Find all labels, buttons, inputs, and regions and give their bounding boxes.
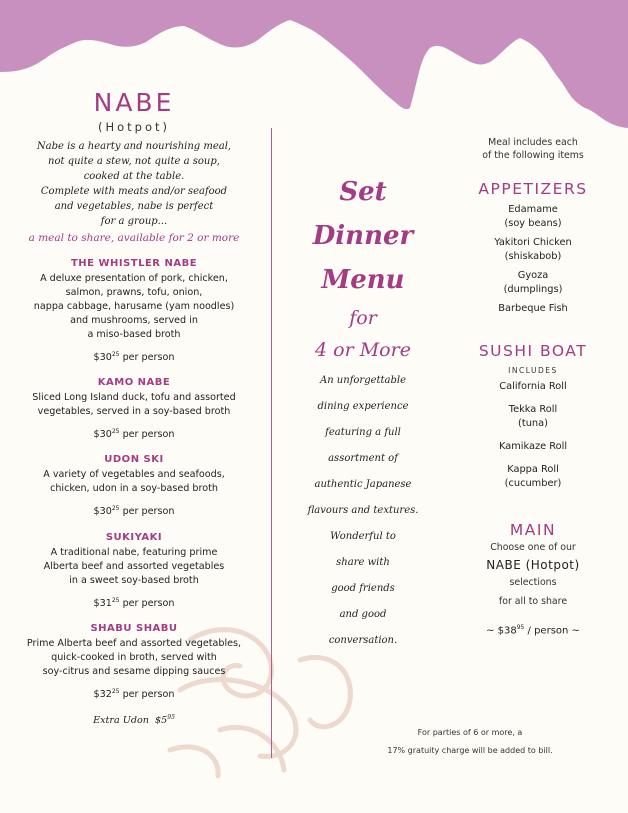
intro-line: for a group... (100, 216, 168, 227)
dish-price: $\$31^{25}$ per person (93, 596, 175, 609)
dish-whistler-nabe (14, 258, 254, 363)
dish-name: SHABU SHABU (90, 622, 178, 634)
tagline-line: featuring a full (325, 427, 401, 438)
set-dinner-column (284, 170, 442, 654)
dish-kamo-nabe (14, 377, 254, 440)
dish-description: A deluxe presentation of pork, chicken, salmon, prawns, tofu, onion, nappa cabbage, harusame (yam noodles) and mushrooms, served in a miso-based broth (33, 273, 235, 340)
intro-line: cooked at the table. (83, 171, 185, 182)
main-selections: selections (509, 577, 557, 588)
set-price: ~ $\$38^{95}$ / person ~ (486, 624, 580, 637)
nabe-title: NABE (93, 88, 175, 117)
dish-name: KAMO NABE (97, 377, 171, 389)
tagline-line: assortment of (328, 453, 398, 464)
main-share: for all to share (498, 596, 568, 607)
nabe-column (14, 88, 254, 726)
heading-menu: Menu (321, 265, 405, 295)
gratuity-note (350, 724, 590, 760)
main-title: MAIN (509, 521, 557, 539)
dish-description: A traditional nabe, featuring prime Alberta beef and assorted vegetables in a sweet soy-based broth (43, 546, 225, 586)
dish-shabu-shabu (14, 623, 254, 700)
dish-udon-ski (14, 454, 254, 517)
heading-dinner: Dinner (312, 221, 414, 251)
heading-set: Set (339, 177, 387, 207)
intro-line: and vegetables, nabe is perfect (54, 201, 214, 212)
nabe-subtitle: (Hotpot) (97, 120, 170, 134)
set-items-column (450, 136, 616, 636)
dish-price: $\$32^{25}$ per person (93, 687, 175, 700)
includes-intro-2: of the following items (482, 150, 584, 161)
tagline-line: conversation. (328, 635, 398, 646)
extra-udon: Extra Udon $\$5^{95}$ (93, 713, 175, 727)
gratuity-line: For parties of 6 or more, a (417, 728, 523, 737)
tagline (284, 368, 442, 654)
share-note: a meal to share, available for 2 or more (28, 232, 240, 244)
appetizer-item: Yakitori Chicken (shiskabob) (494, 237, 572, 262)
includes-label: INCLUDES (508, 366, 558, 375)
includes-intro-1: Meal includes each (488, 137, 578, 148)
dish-description: Sliced Long Island duck, tofu and assorted vegetables, served in a soy-based broth (32, 392, 236, 418)
dish-price: $\$30^{25}$ per person (93, 428, 175, 441)
appetizer-item: Edamame (soy beans) (504, 204, 562, 229)
main-nabe: NABE (Hotpot) (486, 558, 580, 572)
intro-line: Nabe is a hearty and nourishing meal, (36, 141, 232, 152)
heading-for: for (349, 307, 377, 329)
intro-line: not quite a stew, not quite a soup, (48, 156, 220, 167)
tagline-line: authentic Japanese (314, 479, 412, 490)
dish-price: $\$30^{25}$ per person (93, 505, 175, 518)
tagline-line: flavours and textures. (307, 505, 419, 516)
sushi-item: Kappa Roll (cucumber) (504, 464, 562, 489)
tagline-line: good friends (331, 583, 395, 594)
intro-line: Complete with meats and/or seafood (40, 186, 228, 197)
dish-name: SUKIYAKI (105, 531, 163, 543)
dish-description: A variety of vegetables and seafoods, chicken, udon in a soy-based broth (43, 469, 225, 495)
gratuity-line: 17% gratuity charge will be added to bill. (387, 746, 553, 755)
main-choose: Choose one of our (490, 542, 576, 553)
dish-name: THE WHISTLER NABE (70, 258, 198, 269)
dish-sukiyaki (14, 532, 254, 609)
sushi-item: Tekka Roll (tuna) (508, 404, 558, 429)
tagline-line: dining experience (317, 401, 409, 412)
dish-name: UDON SKI (104, 454, 164, 466)
appetizer-item: Barbeque Fish (498, 303, 568, 314)
sushi-item: Kamikaze Roll (498, 441, 568, 452)
appetizer-item: Gyoza (dumplings) (503, 270, 563, 295)
tagline-line: share with (336, 557, 390, 568)
tagline-line: and good (339, 609, 387, 620)
tagline-line: Wonderful to (330, 531, 396, 542)
sushi-boat-title: SUSHI BOAT (478, 342, 588, 360)
sushi-item: California Roll (499, 381, 567, 392)
column-divider (271, 128, 272, 758)
heading-four-or-more: 4 or More (315, 339, 411, 361)
tagline-line: An unforgettable (319, 375, 407, 386)
nabe-intro (14, 139, 254, 229)
dish-description: Prime Alberta beef and assorted vegetables, quick-cooked in broth, served with soy-citrus and sesame dipping sauces (26, 637, 242, 677)
appetizers-title: APPETIZERS (478, 180, 588, 198)
dish-price: $\$30^{25}$ per person (93, 351, 175, 364)
